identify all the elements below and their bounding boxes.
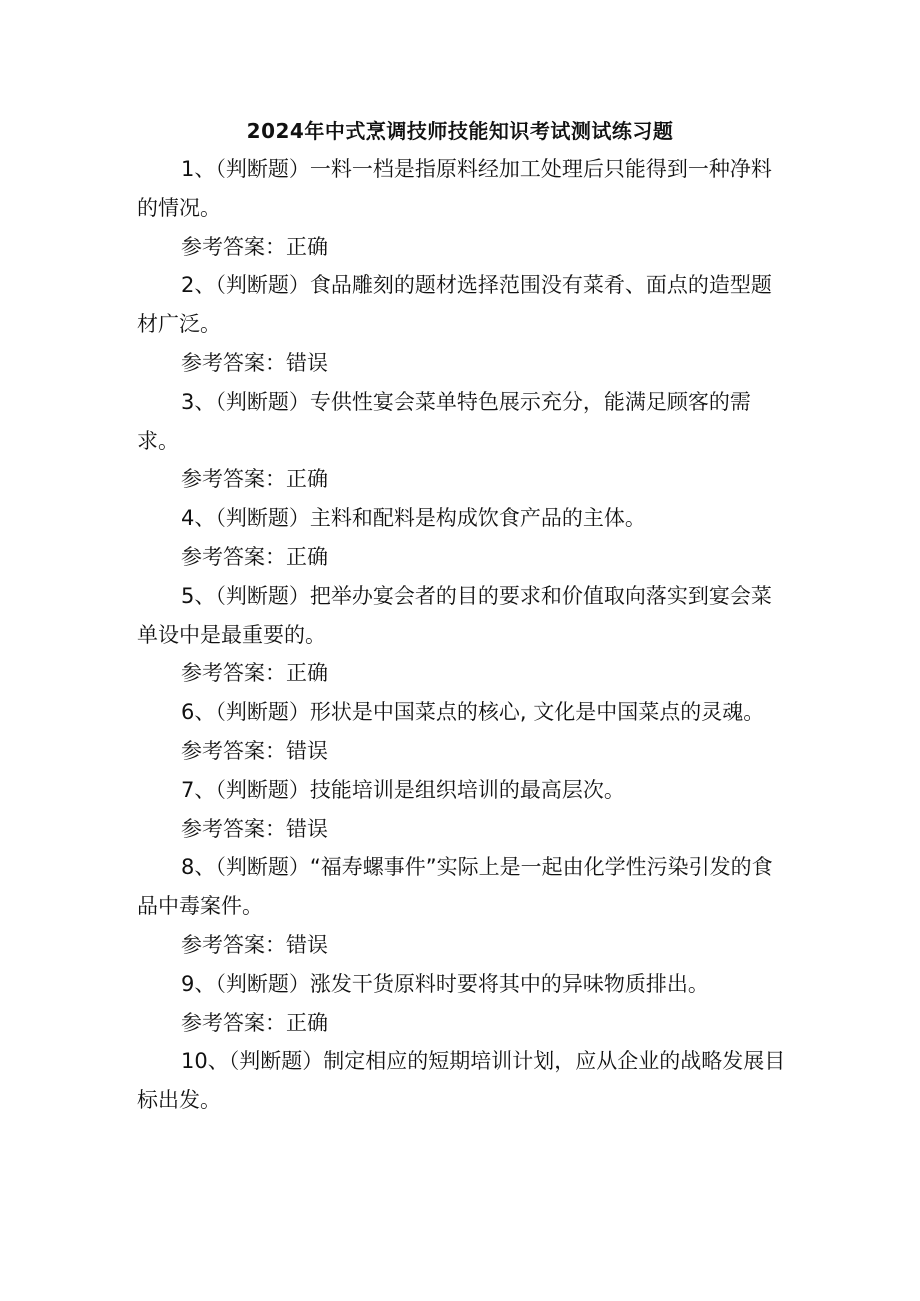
answer-text: 参考答案：正确: [181, 1010, 328, 1035]
answer-text: 参考答案：错误: [181, 738, 328, 763]
answer-text: 参考答案：正确: [181, 234, 328, 259]
question-text: 9、（判断题）涨发干货原料时要将其中的异味物质排出。: [181, 971, 709, 996]
question-list: [137, 150, 787, 1120]
question-text: 1、（判断题）一料一档是指原料经加工处理后只能得到一种净料的情况。: [137, 157, 772, 220]
question-text: 2、（判断题）食品雕刻的题材选择范围没有菜肴、面点的造型题材广泛。: [137, 273, 772, 337]
question-text: 7、（判断题）技能培训是组织培训的最高层次。: [181, 777, 625, 802]
answer-text: 参考答案：正确: [181, 661, 328, 686]
question-text: 3、（判断题）专供性宴会菜单特色展示充分，能满足顾客的需求。: [137, 389, 751, 453]
answer-text: 参考答案：错误: [181, 816, 328, 841]
question-text: 8、（判断题）“福寿螺事件”实际上是一起由化学性污染引发的食品中毒案件。: [137, 855, 773, 919]
answer-text: 参考答案：错误: [181, 350, 328, 375]
question-text: 6、（判断题）形状是中国菜点的核心, 文化是中国菜点的灵魂。: [181, 700, 765, 725]
answer-text: 参考答案：正确: [181, 467, 328, 492]
answer-text: 参考答案：正确: [181, 544, 328, 569]
page-title: 2024年中式烹调技师技能知识考试测试练习题: [246, 119, 674, 143]
question-text: 4、（判断题）主料和配料是构成饮食产品的主体。: [181, 506, 646, 531]
question-text: 10、（判断题）制定相应的短期培训计划，应从企业的战略发展目标出发。: [137, 1049, 786, 1113]
question-text: 5、（判断题）把举办宴会者的目的要求和价值取向落实到宴会菜单设中是最重要的。: [137, 583, 772, 647]
answer-text: 参考答案：错误: [181, 932, 328, 957]
